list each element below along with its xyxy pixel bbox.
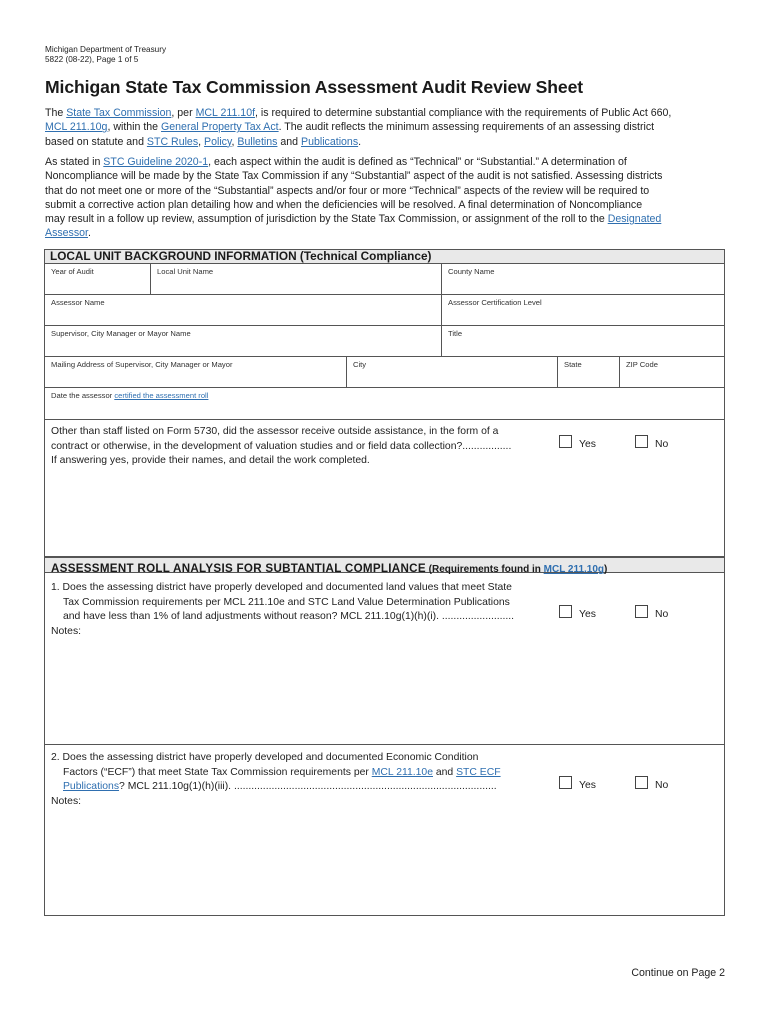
county-name-field[interactable]: County Name [442, 264, 724, 295]
question-1-no-checkbox[interactable] [635, 605, 648, 618]
outside-assistance-question: Other than staff listed on Form 5730, did the assessor receive outside assistance, in the form of a contract or otherwise, in the development of valuation studies and or field data collection?................. If answering yes, provide their names, and detail the work completed. [51, 426, 512, 466]
link-designated-assessor-cont[interactable]: Assessor [45, 227, 88, 240]
link-certified-roll[interactable]: certified the assessment roll [114, 391, 209, 400]
department-name: Michigan Department of Treasury [45, 45, 167, 54]
outside-assistance-no-checkbox[interactable] [635, 435, 648, 448]
question-2-no-checkbox[interactable] [635, 776, 648, 789]
link-mcl-211-10g[interactable]: MCL 211.10g [45, 121, 108, 134]
intro-paragraph-1: The State Tax Commission, per MCL 211.10f, is required to determine substantial compliance with the requirements of Public Act 660, MCL 211.10g, within the General Property Tax Act. The audit reflects the minimum assessing requirements of an assessing district based on statute and STC Rules, Policy, Bulletins and Publications. [45, 107, 672, 148]
question-2-text: 2. Does the assessing district have properly developed and documented Economic Condition Factors (“ECF”) that meet State Tax Commission requirements per MCL 211.10e and STC ECF Publications? MCL 211.10g(1)(h)(iii). ........................................................................................... Notes: [51, 751, 501, 809]
continue-page-note: Continue on Page 2 [631, 967, 725, 979]
link-general-property-tax-act[interactable]: General Property Tax Act [161, 121, 279, 134]
title-field[interactable]: Title [442, 326, 724, 357]
question-1-yes-label: Yes [579, 609, 596, 620]
city-field[interactable]: City [347, 357, 558, 388]
mailing-address-field[interactable]: Mailing Address of Supervisor, City Manager or Mayor [45, 357, 347, 388]
link-stc-guideline[interactable]: STC Guideline 2020-1 [103, 156, 209, 168]
link-stc-ecf[interactable]: STC ECF [456, 766, 501, 778]
date-certified-field[interactable]: Date the assessor certified the assessment roll [45, 388, 724, 420]
outside-assistance-yes-checkbox[interactable] [559, 435, 572, 448]
page-title: Michigan State Tax Commission Assessment Audit Review Sheet [45, 77, 584, 97]
link-publications[interactable]: Publications [301, 135, 359, 148]
supervisor-name-field[interactable]: Supervisor, City Manager or Mayor Name [45, 326, 442, 357]
form-number: 5822 (08-22), Page 1 of 5 [45, 55, 139, 64]
state-field[interactable]: State [558, 357, 620, 388]
background-heading: LOCAL UNIT BACKGROUND INFORMATION (Technical Compliance) [50, 249, 432, 263]
link-mcl-211-10f[interactable]: MCL 211.10f [195, 107, 256, 119]
roll-heading-bar [45, 557, 724, 573]
assessor-certification-field[interactable]: Assessor Certification Level [442, 295, 724, 326]
question-1-no-label: No [655, 609, 669, 620]
question-2-block [45, 745, 724, 914]
outside-assistance-yes-label: Yes [579, 439, 596, 450]
roll-analysis-section [44, 557, 725, 916]
link-ecf-publications[interactable]: Publications [63, 781, 120, 792]
link-mcl-211-10g-requirements[interactable]: MCL 211.10g [543, 564, 605, 575]
intro-paragraph-2: As stated in STC Guideline 2020-1, each aspect within the audit is defined as “Technical” or “Substantial.” A determination of Noncompliance will be made by the State Tax Commission if any “Substantial” aspect of the audit is not satisfied. Assessing districts that do not meet one or more of the “Substantial” aspects and/or four or more “Technical” aspects of the review will be required to submit a corrective action plan detailing how and when the deficiencies will be resolved. A final determination of Noncompliance may result in a follow up review, assumption of jurisdiction by the State Tax Commission, or assignment of the roll to the Designated Assessor. [45, 156, 663, 240]
zip-code-field[interactable]: ZIP Code [620, 357, 724, 388]
roll-heading: ASSESSMENT ROLL ANALYSIS FOR SUBTANTIAL COMPLIANCE (Requirements found in MCL 211.10g) [51, 562, 608, 575]
link-mcl-211-10e[interactable]: MCL 211.10e [371, 766, 433, 778]
question-2-notes-label: Notes: [51, 795, 82, 807]
link-state-tax-commission[interactable]: State Tax Commission [66, 107, 172, 119]
question-2-yes-checkbox[interactable] [559, 776, 572, 789]
question-2-no-label: No [655, 780, 669, 791]
link-stc-rules[interactable]: STC Rules [146, 135, 199, 148]
question-2-yes-label: Yes [579, 780, 596, 791]
question-1-notes-label: Notes: [51, 625, 82, 637]
background-heading-bar [45, 250, 724, 264]
question-1-text: 1. Does the assessing district have properly developed and documented land values that meet State Tax Commission requirements per MCL 211.10e and STC Land Value Determination Publications and have less than 1% of land adjustments without reason? MCL 211.10g(1)(h)(i). ......................... Notes: [51, 581, 514, 639]
outside-assistance-no-label: No [655, 439, 669, 450]
assessor-name-field[interactable]: Assessor Name [45, 295, 442, 326]
link-designated-assessor[interactable]: Designated [607, 213, 662, 226]
link-policy[interactable]: Policy [204, 135, 232, 148]
question-1-block [45, 573, 724, 745]
year-of-audit-field[interactable]: Year of Audit [45, 264, 151, 295]
link-bulletins[interactable]: Bulletins [237, 135, 278, 148]
local-unit-name-field[interactable]: Local Unit Name [151, 264, 442, 295]
question-1-yes-checkbox[interactable] [559, 605, 572, 618]
background-section [44, 249, 725, 557]
